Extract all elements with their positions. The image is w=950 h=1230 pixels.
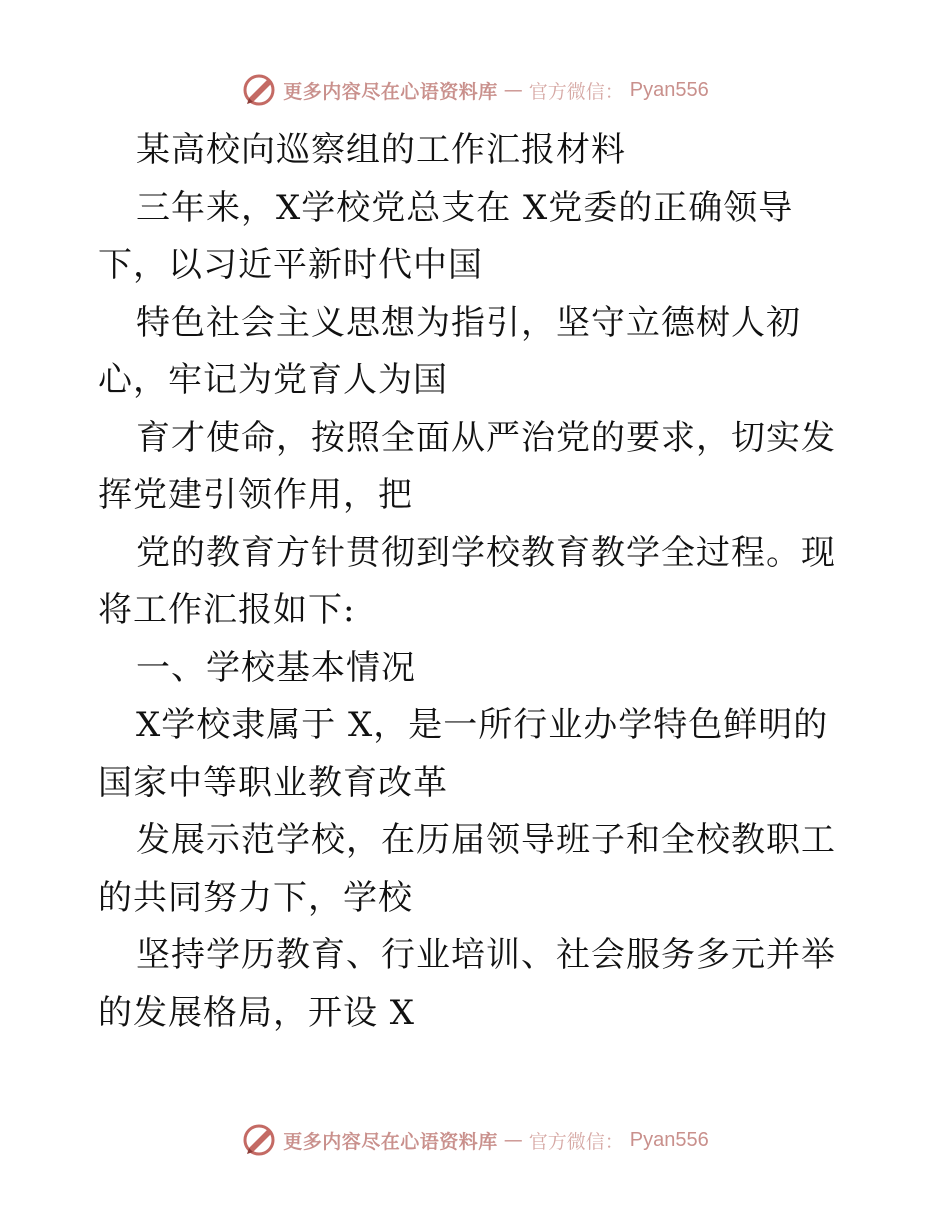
watermark-dash: — [503,79,523,101]
paragraph-4: 党的教育方针贯彻到学校教育教学全过程。现将工作汇报如下: [98,532,836,630]
paragraph-1: 三年来，X学校党总支在 X党委的正确领导下，以习近平新时代中国 [98,187,794,285]
watermark-header [0,70,950,110]
watermark-wechat-id: Pyan556 [629,78,709,101]
pen-logo-icon [241,1122,277,1158]
watermark-site-text: 更多内容尽在心语资料库 [283,1130,498,1153]
watermark-wechat-label: 官方微信： [528,1130,624,1153]
document-title: 某高校向巡察组的工作汇报材料 [136,130,626,170]
paragraph-6: 发展示范学校，在历届领导班子和全校教职工的共同努力下，学校 [98,820,836,918]
paragraph-5: X学校隶属于 X，是一所行业办学特色鲜明的国家中等职业教育改革 [98,705,829,803]
watermark-site-text: 更多内容尽在心语资料库 [283,80,498,103]
pen-logo-icon [241,72,277,108]
paragraph-3: 育才使命，按照全面从严治党的要求，切实发挥党建引领作用，把 [98,417,836,515]
section-heading-1: 一、学校基本情况 [136,647,416,688]
watermark-wechat-label: 官方微信： [528,80,624,103]
document-body [98,122,858,1042]
watermark-dash: — [503,1129,523,1151]
paragraph-7: 坚持学历教育、行业培训、社会服务多元并举的发展格局，开设 X [98,935,836,1033]
watermark-footer [0,1120,950,1160]
paragraph-2: 特色社会主义思想为指引，坚守立德树人初心，牢记为党育人为国 [98,302,801,400]
watermark-wechat-id: Pyan556 [629,1128,709,1151]
